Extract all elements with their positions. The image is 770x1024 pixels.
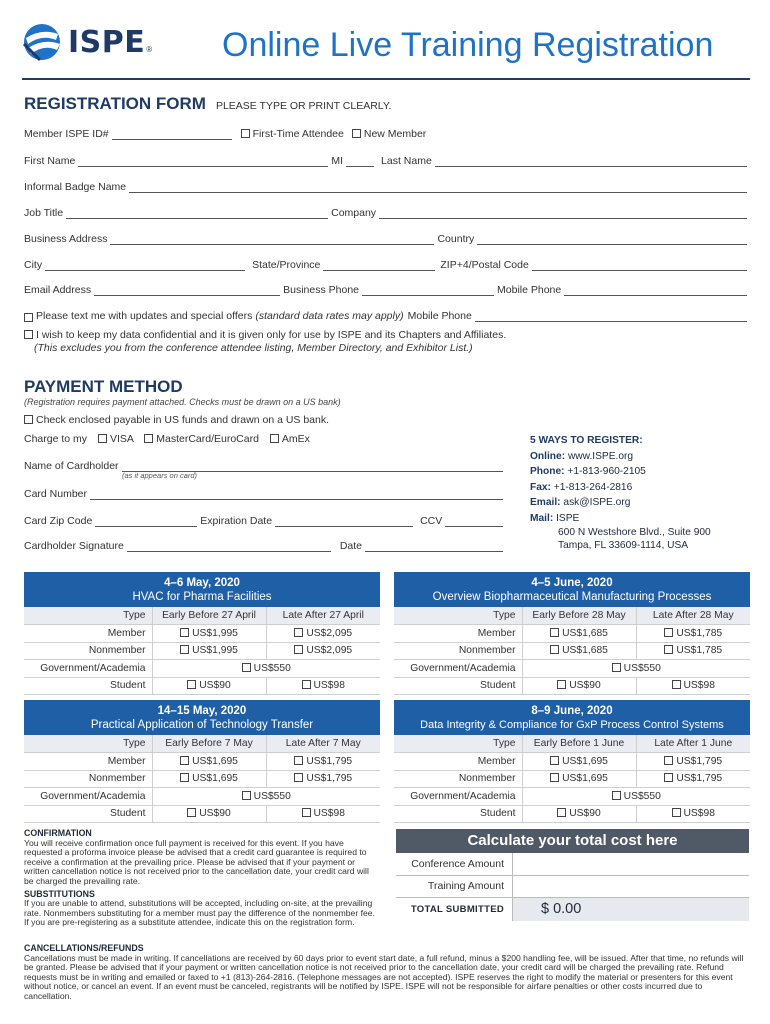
confidential-label: I wish to keep my data confidential and it is given only for use by ISPE and its Chapters and Affiliates. [36, 329, 507, 341]
card-number-row [24, 486, 506, 500]
event-card-biopharma: 4–5 June, 2020 Overview Biopharmaceutical Manufacturing Processes Type Early Before 28 May Late After 28 May Member US$1,685 US$1,785 Nonmember US$1,685 US$1,785 Government/Academia US$550 Student US$90 US$98 [394, 572, 750, 695]
badge-name-field[interactable] [129, 183, 747, 193]
event-card-hvac: 4–6 May, 2020 HVAC for Pharma Facilities Type Early Before 27 April Late After 27 April Member US$1,995 US$2,095 Nonmember US$1,995 US$2,095 Government/Academia US$550 Student US$90 US$98 [24, 572, 380, 695]
total-row [396, 898, 749, 921]
text-mobile-field[interactable] [475, 312, 747, 322]
page-title: Online Live Training Registration [222, 26, 714, 64]
price-option[interactable]: US$1,695 [152, 753, 266, 771]
ispe-globe-icon [22, 22, 62, 62]
total-value: $ 0.00 [512, 898, 749, 921]
signature-row [24, 538, 506, 552]
signature-label: Cardholder Signature [24, 540, 124, 552]
first-time-attendee-option[interactable]: First-Time Attendee [241, 128, 344, 140]
substitutions-heading: SUBSTITUTIONS [24, 888, 95, 899]
text-mobile-label: Mobile Phone [407, 310, 472, 322]
event-name: Data Integrity & Compliance for GxP Process Control Systems [420, 719, 724, 731]
event-date: 8–9 June, 2020 [531, 705, 613, 717]
training-amount-label: Training Amount [427, 880, 504, 893]
state-field[interactable] [323, 261, 435, 271]
date-field[interactable] [365, 542, 503, 552]
first-time-checkbox[interactable] [241, 129, 250, 138]
visa-option[interactable]: VISA [98, 433, 133, 445]
mail-line2: 600 N Westshore Blvd., Suite 900 [558, 527, 711, 538]
ispe-logo [22, 22, 152, 62]
contact-row [24, 282, 750, 296]
price-option[interactable]: US$98 [636, 805, 750, 823]
company-label: Company [331, 207, 377, 219]
online-link[interactable]: www.ISPE.org [567, 450, 634, 462]
company-field[interactable] [379, 209, 747, 219]
check-checkbox[interactable] [24, 415, 33, 424]
badge-name-label: Informal Badge Name [24, 181, 127, 193]
price-option[interactable]: US$1,695 [152, 770, 266, 788]
price-option[interactable]: US$1,785 [636, 625, 750, 643]
price-option[interactable]: US$1,995 [152, 625, 266, 643]
price-option[interactable]: US$98 [266, 805, 380, 823]
cardholder-note: (as it appears on card) [122, 471, 198, 480]
job-title-field[interactable] [66, 209, 328, 219]
event-date: 4–6 May, 2020 [164, 577, 240, 589]
price-option[interactable]: US$2,095 [266, 642, 380, 660]
business-phone-label: Business Phone [283, 284, 360, 296]
price-option[interactable]: US$1,795 [266, 770, 380, 788]
price-option[interactable]: US$98 [636, 677, 750, 695]
card-details-row [24, 513, 506, 527]
text-updates-label: Please text me with updates and special offers [36, 310, 253, 322]
badge-row [24, 179, 750, 193]
price-option[interactable]: US$550 [152, 788, 380, 806]
state-label: State/Province [252, 259, 321, 271]
city-label: City [24, 259, 43, 271]
confidential-note: (This excludes you from the conference attendee listing, Member Directory, and Exhibitor List.) [34, 342, 473, 354]
charge-row [24, 433, 310, 445]
business-address-label: Business Address [24, 233, 108, 245]
ccv-field[interactable] [445, 517, 503, 527]
price-option[interactable]: US$1,685 [522, 625, 636, 643]
address-row [24, 231, 750, 245]
event-name: HVAC for Pharma Facilities [132, 591, 272, 603]
training-amount-field[interactable] [512, 876, 749, 898]
country-field[interactable] [477, 235, 747, 245]
calculator-heading: Calculate your total cost here [396, 829, 749, 853]
conference-amount-field[interactable] [512, 853, 749, 875]
date-label: Date [339, 540, 362, 552]
check-option[interactable]: Check enclosed payable in US funds and drawn on a US bank. [24, 414, 329, 426]
ways-heading: 5 WAYS TO REGISTER: [530, 435, 643, 446]
city-row [24, 257, 750, 271]
confirmation-block [24, 829, 380, 928]
header-divider [22, 78, 750, 80]
expiration-field[interactable] [275, 517, 413, 527]
mastercard-option[interactable]: MasterCard/EuroCard [144, 433, 259, 445]
substitutions-body: If you are unable to attend, substitutions will be accepted, including on-site, at the prevailing rate. Nonmembers substituting for a member must pay the difference of the nonmember fee. If you are pre-registering as a substitute attendee, indicate this on the registration form. [24, 898, 375, 928]
price-option[interactable]: US$90 [152, 805, 266, 823]
cardholder-row [24, 458, 506, 472]
email-field[interactable] [94, 286, 280, 296]
total-label: TOTAL SUBMITTED [410, 903, 504, 915]
signature-field[interactable] [127, 542, 331, 552]
conference-amount-label: Conference Amount [411, 857, 504, 870]
price-option[interactable]: US$550 [522, 660, 750, 678]
business-phone-field[interactable] [362, 286, 494, 296]
expiration-label: Expiration Date [200, 515, 273, 527]
price-option[interactable]: US$550 [152, 660, 380, 678]
last-name-field[interactable] [435, 157, 747, 167]
fax-value: +1-813-264-2816 [553, 481, 633, 493]
confirmation-body: You will receive confirmation once full payment is received for this event. If you have requested a proforma invoice please be advised that a credit card guarantee is required to receive a confirmation at the prevailing price. Please be advised that if your payment or written cancellation notice is not received prior to the cancellation date, your credit card will be charged the prevailing rate. [24, 837, 369, 886]
price-option[interactable]: US$90 [152, 677, 266, 695]
price-option[interactable]: US$1,695 [522, 770, 636, 788]
mi-label: MI [331, 155, 344, 167]
mail-line1: ISPE [556, 512, 580, 524]
price-option[interactable]: US$1,695 [522, 753, 636, 771]
last-name-label: Last Name [381, 155, 432, 167]
text-updates-note: (standard data rates may apply) [255, 310, 404, 322]
member-id-field[interactable] [112, 130, 232, 140]
zip-label: ZIP+4/Postal Code [440, 259, 529, 271]
city-field[interactable] [45, 261, 245, 271]
cancellations-block [24, 944, 750, 1002]
mobile-phone-label: Mobile Phone [497, 284, 562, 296]
phone-value: +1-813-960-2105 [567, 466, 646, 477]
payment-heading: PAYMENT METHOD [24, 377, 183, 396]
amex-option[interactable]: AmEx [270, 433, 310, 445]
new-member-checkbox[interactable] [352, 129, 361, 138]
zip-field[interactable] [532, 261, 747, 271]
first-name-label: First Name [24, 155, 76, 167]
price-option[interactable]: US$1,685 [522, 642, 636, 660]
event-card-data-integrity: 8–9 June, 2020 Data Integrity & Compliance for GxP Process Control Systems Type Early Before 1 June Late After 1 June Member US$1,695 US$1,795 Nonmember US$1,695 US$1,795 Government/Academia US$550 Student US$90 US$98 [394, 700, 750, 823]
event-name: Overview Biopharmaceutical Manufacturing Processes [432, 591, 712, 603]
price-option[interactable]: US$1,795 [636, 770, 750, 788]
mi-field[interactable] [346, 157, 374, 167]
event-date: 14–15 May, 2020 [157, 705, 247, 717]
cancellations-body: Cancellations must be made in writing. If cancellations are received by 60 days prior to event start date, a full refund, minus a $200 handling fee, will be issued. After that time, no refunds will be granted. Please be advised that if your payment or written cancellation notice is not received prior to the cancellation date, your credit card will be charged the prevailing rate. Refund requests must be in writing and emailed or faxed to +1 (813)-264-2816. (Telephone messages are not accepted). ISPE reserves the right to modify the material or presenters for this event without notice, or cancel an event. If an event must be canceled, registrants will be notified by ISPE. ISPE will not be responsible for airfare penalties or other costs incurred due to cancellation. [24, 952, 744, 1001]
mail-line3: Tampa, FL 33609-1114, USA [558, 540, 689, 551]
member-id-label: Member ISPE ID# [24, 128, 109, 140]
print-instruction: PLEASE TYPE OR PRINT CLEARLY. [215, 100, 392, 112]
mobile-phone-field[interactable] [564, 286, 747, 296]
event-name: Practical Application of Technology Transfer [90, 719, 314, 731]
conference-amount-row [396, 853, 749, 876]
confidential-block [24, 329, 506, 355]
price-option[interactable]: US$1,795 [266, 753, 380, 771]
registration-heading: REGISTRATION FORM [24, 94, 206, 113]
email-label: Email Address [24, 284, 92, 296]
price-option[interactable]: US$1,785 [636, 642, 750, 660]
card-zip-field[interactable] [95, 517, 197, 527]
registration-heading-row [24, 94, 391, 114]
price-option[interactable]: US$1,795 [636, 753, 750, 771]
ccv-label: CCV [420, 515, 443, 527]
logo-text: ISPE [68, 24, 146, 60]
card-number-label: Card Number [24, 488, 88, 500]
cancellations-heading: CANCELLATIONS/REFUNDS [24, 943, 144, 953]
logo-registered-mark: ® [146, 45, 153, 54]
cost-calculator [396, 829, 749, 921]
price-option[interactable]: US$2,095 [266, 625, 380, 643]
event-card-tech-transfer: 14–15 May, 2020 Practical Application of Technology Transfer Type Early Before 7 May Late After 7 May Member US$1,695 US$1,795 Nonmember US$1,695 US$1,795 Government/Academia US$550 Student US$90 US$98 [24, 700, 380, 823]
first-name-field[interactable] [78, 157, 328, 167]
payment-note: (Registration requires payment attached. Checks must be drawn on a US bank) [24, 397, 341, 407]
country-label: Country [437, 233, 475, 245]
training-amount-row [396, 876, 749, 899]
job-row [24, 205, 750, 219]
text-updates-checkbox[interactable] [24, 313, 33, 322]
card-zip-label: Card Zip Code [24, 515, 93, 527]
price-option[interactable]: US$90 [522, 677, 636, 695]
charge-label: Charge to my [24, 433, 88, 445]
name-row [24, 153, 750, 167]
event-date: 4–5 June, 2020 [531, 577, 613, 589]
price-option[interactable]: US$550 [522, 788, 750, 806]
email-link[interactable]: ask@ISPE.org [563, 497, 631, 508]
business-address-field[interactable] [110, 235, 434, 245]
new-member-option[interactable]: New Member [352, 128, 426, 140]
confidential-checkbox[interactable] [24, 330, 33, 339]
price-option[interactable]: US$98 [266, 677, 380, 695]
text-updates-row [24, 308, 750, 322]
price-option[interactable]: US$90 [522, 805, 636, 823]
confirmation-heading: CONFIRMATION [24, 828, 92, 838]
member-id-row [24, 126, 750, 140]
ways-to-register: 5 WAYS TO REGISTER: Online: www.ISPE.org Phone: +1-813-960-2105 Fax: +1-813-264-2816 Email: ask@ISPE.org Mail: ISPE 600 N Westshore Blvd., Suite 900 Tampa, FL 33609-1114, USA [530, 433, 750, 552]
job-title-label: Job Title [24, 207, 64, 219]
price-option[interactable]: US$1,995 [152, 642, 266, 660]
cardholder-label: Name of Cardholder [24, 460, 119, 472]
card-number-field[interactable] [90, 490, 503, 500]
